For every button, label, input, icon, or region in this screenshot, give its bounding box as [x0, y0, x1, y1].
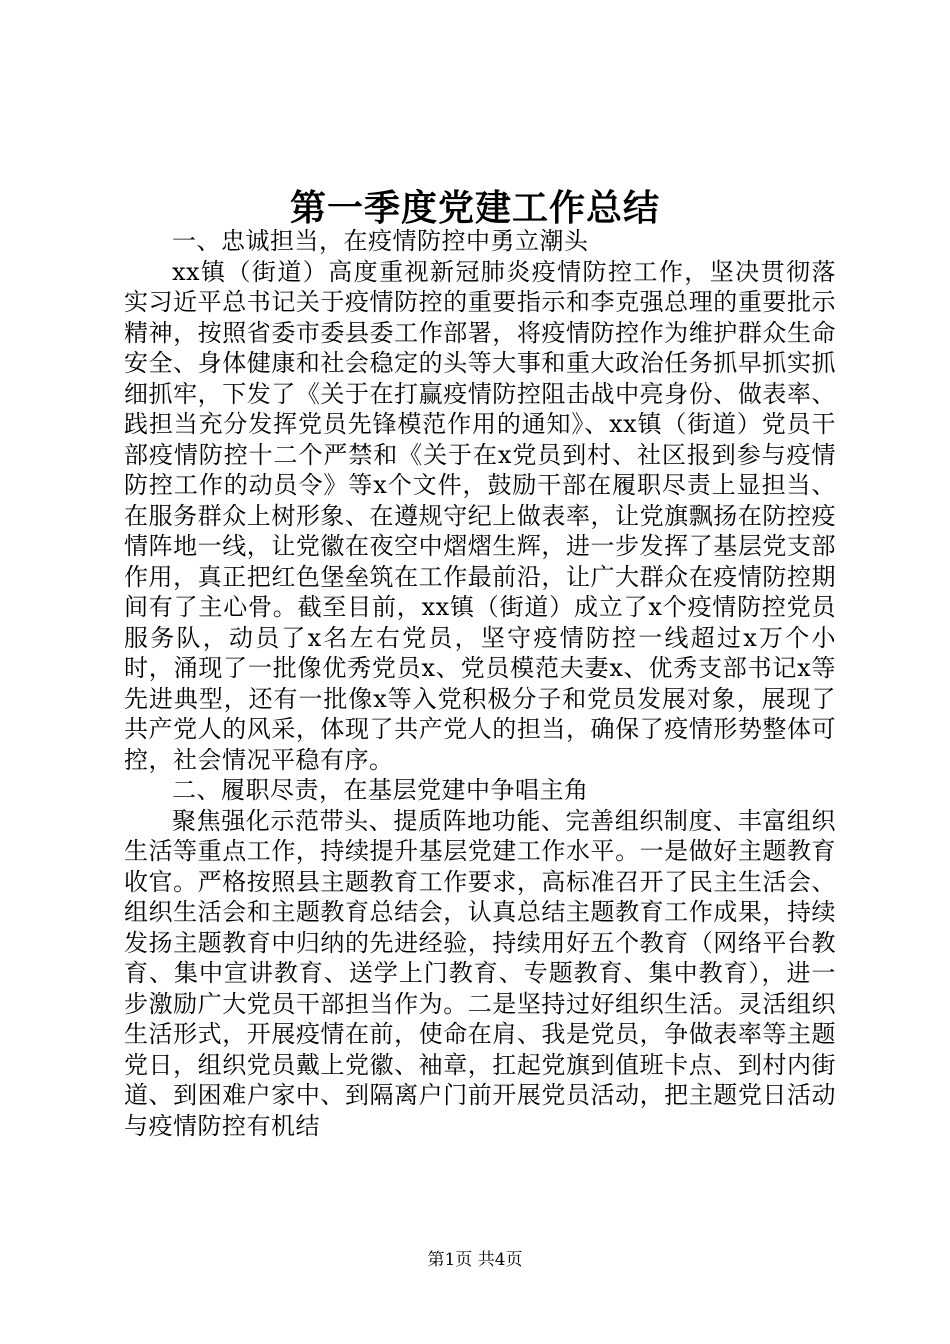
section-paragraph-1: xx镇（街道）高度重视新冠肺炎疫情防控工作，坚决贯彻落实习近平总书记关于疫情防控的重要指示和李克强总理的重要批示精神，按照省委市委县委工作部署，将疫情防控作为维护群众生命安全、身体健康和社会稳定的头等大事和重大政治任务抓早抓实抓细抓牢，下发了《关于在打赢疫情防控阻击战中亮身份、做表率、践担当充分发挥党员先锋模范作用的通知》、xx镇（街道）党员干部疫情防控十二个严禁和《关于在x党员到村、社区报到参与疫情防控工作的动员令》等x个文件，鼓励干部在履职尽责上显担当、在服务群众上树形象、在遵规守纪上做表率，让党旗飘扬在防控疫情阵地一线，让党徽在夜空中熠熠生辉，进一步发挥了基层党支部作用，真正把红色堡垒筑在工作最前沿，让广大群众在疫情防控期间有了主心骨。截至目前，xx镇（街道）成立了x个疫情防控党员服务队，动员了x名左右党员，坚守疫情防控一线超过x万个小时，涌现了一批像优秀党员x、党员模范夫妻x、优秀支部书记x等先进典型，还有一批像x等入党积极分子和党员发展对象，展现了共产党人的风采，体现了共产党人的担当，确保了疫情形势整体可控，社会情况平稳有序。: [124, 257, 836, 774]
document-body: [124, 226, 836, 1141]
section-paragraph-2: 聚焦强化示范带头、提质阵地功能、完善组织制度、丰富组织生活等重点工作，持续提升基层党建工作水平。一是做好主题教育收官。严格按照县主题教育工作要求，高标准召开了民主生活会、组织生活会和主题教育总结会，认真总结主题教育工作成果，持续发扬主题教育中归纳的先进经验，持续用好五个教育（网络平台教育、集中宣讲教育、送学上门教育、专题教育、集中教育），进一步激励广大党员干部担当作为。二是坚持过好组织生活。灵活组织生活形式，开展疫情在前，使命在肩、我是党员，争做表率等主题党日，组织党员戴上党徽、袖章，扛起党旗到值班卡点、到村内街道、到困难户家中、到隔离户门前开展党员活动，把主题党日活动与疫情防控有机结: [124, 806, 836, 1140]
section-heading-1: 一、忠诚担当，在疫情防控中勇立潮头: [172, 227, 589, 255]
section-heading-2: 二、履职尽责，在基层党建中争唱主角: [172, 776, 589, 804]
document-title: 第一季度党建工作总结: [289, 187, 660, 229]
page-footer: 第1页 共4页: [427, 1250, 523, 1270]
